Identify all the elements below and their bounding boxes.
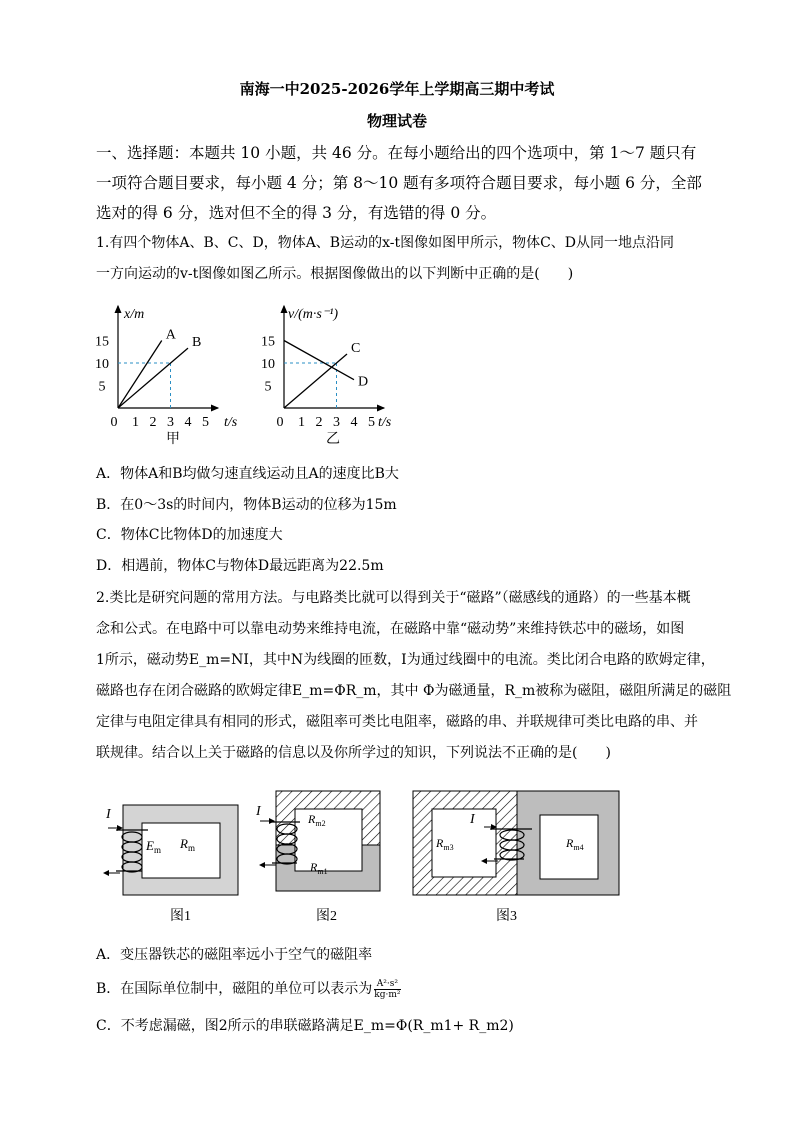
fraction-numerator: A²·s² — [374, 979, 400, 990]
exam-subtitle: 物理试卷 — [366, 112, 427, 130]
x-tick-label: 2 — [315, 415, 323, 430]
x-tick-label: 3 — [167, 415, 174, 430]
unit-fraction — [374, 979, 400, 1000]
x-tick-label: 1 — [132, 415, 139, 430]
x-tick-label: 4 — [350, 415, 358, 430]
series-label-c: C — [351, 341, 361, 356]
x-axis-label: t/s — [224, 415, 238, 430]
figure-2 — [255, 791, 380, 924]
figure-caption: 图1 — [170, 909, 191, 924]
series-label-b: B — [192, 335, 202, 351]
series-label-a: A — [165, 327, 176, 343]
figure-caption: 图3 — [496, 909, 517, 924]
y-tick-label: 10 — [261, 357, 275, 372]
x-tick-label: 2 — [149, 415, 157, 430]
figure-1 — [104, 805, 238, 924]
series-line-d — [284, 341, 354, 380]
q2-stem-line-5: 定律与电阻定律具有相同的形式，磁阻率可类比电阻率，磁路的串、并联规律可类比电路的串、并 — [96, 714, 698, 730]
series-label-d: D — [358, 374, 369, 390]
q2-option-b — [96, 978, 401, 1000]
section-instruction-line-1: 一、选择题：本题共 10 小题，共 46 分。在每小题给出的四个选项中，第 1～7 题只有 — [96, 144, 697, 162]
q1-option-b: B．在0～3s的时间内，物体B运动的位移为15m — [96, 497, 397, 513]
x-tick-label: 4 — [184, 415, 192, 430]
current-label: I — [256, 804, 261, 819]
x-tick-label: 5 — [368, 415, 375, 430]
q2-stem-line-3: 1所示，磁动势E_m=NI，其中N为线圈的匝数，I为通过线圈中的电流。类比闭合电路的欧姆定律， — [96, 652, 715, 668]
x-tick-label: 1 — [298, 415, 305, 430]
series-line-c — [284, 354, 347, 408]
q2-stem-line-4: 磁路也存在闭合磁路的欧姆定律E_m=ΦR_m，其中 Φ为磁通量，R_m被称为磁阻，磁阻所满足的磁阻 — [96, 683, 732, 699]
current-label: I — [106, 807, 111, 822]
q1-stem-line-1: 1.有四个物体A、B、C、D，物体A、B运动的x-t图像如图甲所示，物体C、D从同一地点沿同 — [96, 235, 675, 251]
y-axis-label: v/(m·s⁻¹) — [288, 307, 339, 322]
chart-yi — [261, 300, 410, 450]
series-line-a — [118, 341, 162, 409]
section-instruction-line-3: 选对的得 6 分，选对但不全的得 3 分，有选错的得 0 分。 — [96, 204, 497, 222]
chart-caption: 甲 — [166, 432, 180, 447]
y-tick-label: 15 — [95, 334, 109, 350]
q2-option-c: C．不考虑漏磁，图2所示的串联磁路满足E_m=Φ(R_m1+ R_m2) — [96, 1018, 514, 1034]
q2-option-a: A．变压器铁芯的磁阻率远小于空气的磁阻率 — [96, 947, 373, 963]
x-tick-label: 3 — [333, 415, 340, 430]
y-tick-label: 15 — [261, 334, 275, 350]
y-tick-label: 5 — [264, 379, 272, 395]
window — [295, 809, 362, 871]
exam-title: 南海一中2025-2026学年上学期高三期中考试 — [239, 80, 555, 98]
chart-jia — [95, 300, 246, 450]
y-axis-label: x/m — [124, 307, 145, 322]
figure-3 — [413, 791, 619, 924]
q2-option-b-text: B．在国际单位制中，磁阻的单位可以表示为 — [96, 981, 373, 997]
magnetic-circuit-figures — [90, 785, 650, 935]
x-tick-label: 0 — [110, 415, 118, 430]
q1-option-c: C．物体C比物体D的加速度大 — [96, 527, 283, 543]
q2-stem-line-2: 念和公式。在电路中可以靠电动势来维持电流，在磁路中靠“磁动势”来维持铁芯中的磁场，如图 — [96, 621, 685, 637]
r-m3-label: $R_{m3}$ — [436, 836, 454, 852]
x-tick-label: 0 — [276, 415, 284, 430]
x-tick-label: 5 — [202, 415, 209, 430]
series-line-b — [118, 348, 188, 408]
y-tick-label: 10 — [95, 357, 109, 372]
section-instruction-line-2: 一项符合题目要求，每小题 4 分；第 8～10 题有多项符合题目要求，每小题 6 分，全部 — [96, 174, 702, 192]
q1-option-d: D．相遇前，物体C与物体D最远距离为22.5m — [96, 558, 384, 574]
q2-stem-line-6: 联规律。结合以上关于磁路的信息以及你所学过的知识，下列说法不正确的是( ) — [96, 745, 611, 761]
chart-caption: 乙 — [326, 432, 340, 447]
current-label: I — [470, 812, 475, 827]
q1-stem-line-2: 一方向运动的v-t图像如图乙所示。根据图像做出的以下判断中正确的是( ) — [96, 266, 574, 282]
r-m2-label: $R_{m2}$ — [308, 812, 326, 828]
r-m4-label: $R_{m4}$ — [566, 836, 584, 852]
x-axis-label: t/s — [378, 415, 392, 430]
emf-label: $E_m$ — [146, 838, 161, 855]
figure-caption: 图2 — [316, 909, 337, 924]
r-m1-label: $R_{m1}$ — [310, 860, 328, 876]
resistance-label: $R_m$ — [180, 836, 195, 853]
y-tick-label: 5 — [98, 379, 106, 395]
q1-option-a: A．物体A和B均做匀速直线运动且A的速度比B大 — [96, 466, 399, 482]
q2-stem-line-1: 2.类比是研究问题的常用方法。与电路类比就可以得到关于“磁路”（磁感线的通路）的一些基本概 — [96, 590, 691, 606]
fraction-denominator: kg·m² — [374, 989, 401, 1000]
